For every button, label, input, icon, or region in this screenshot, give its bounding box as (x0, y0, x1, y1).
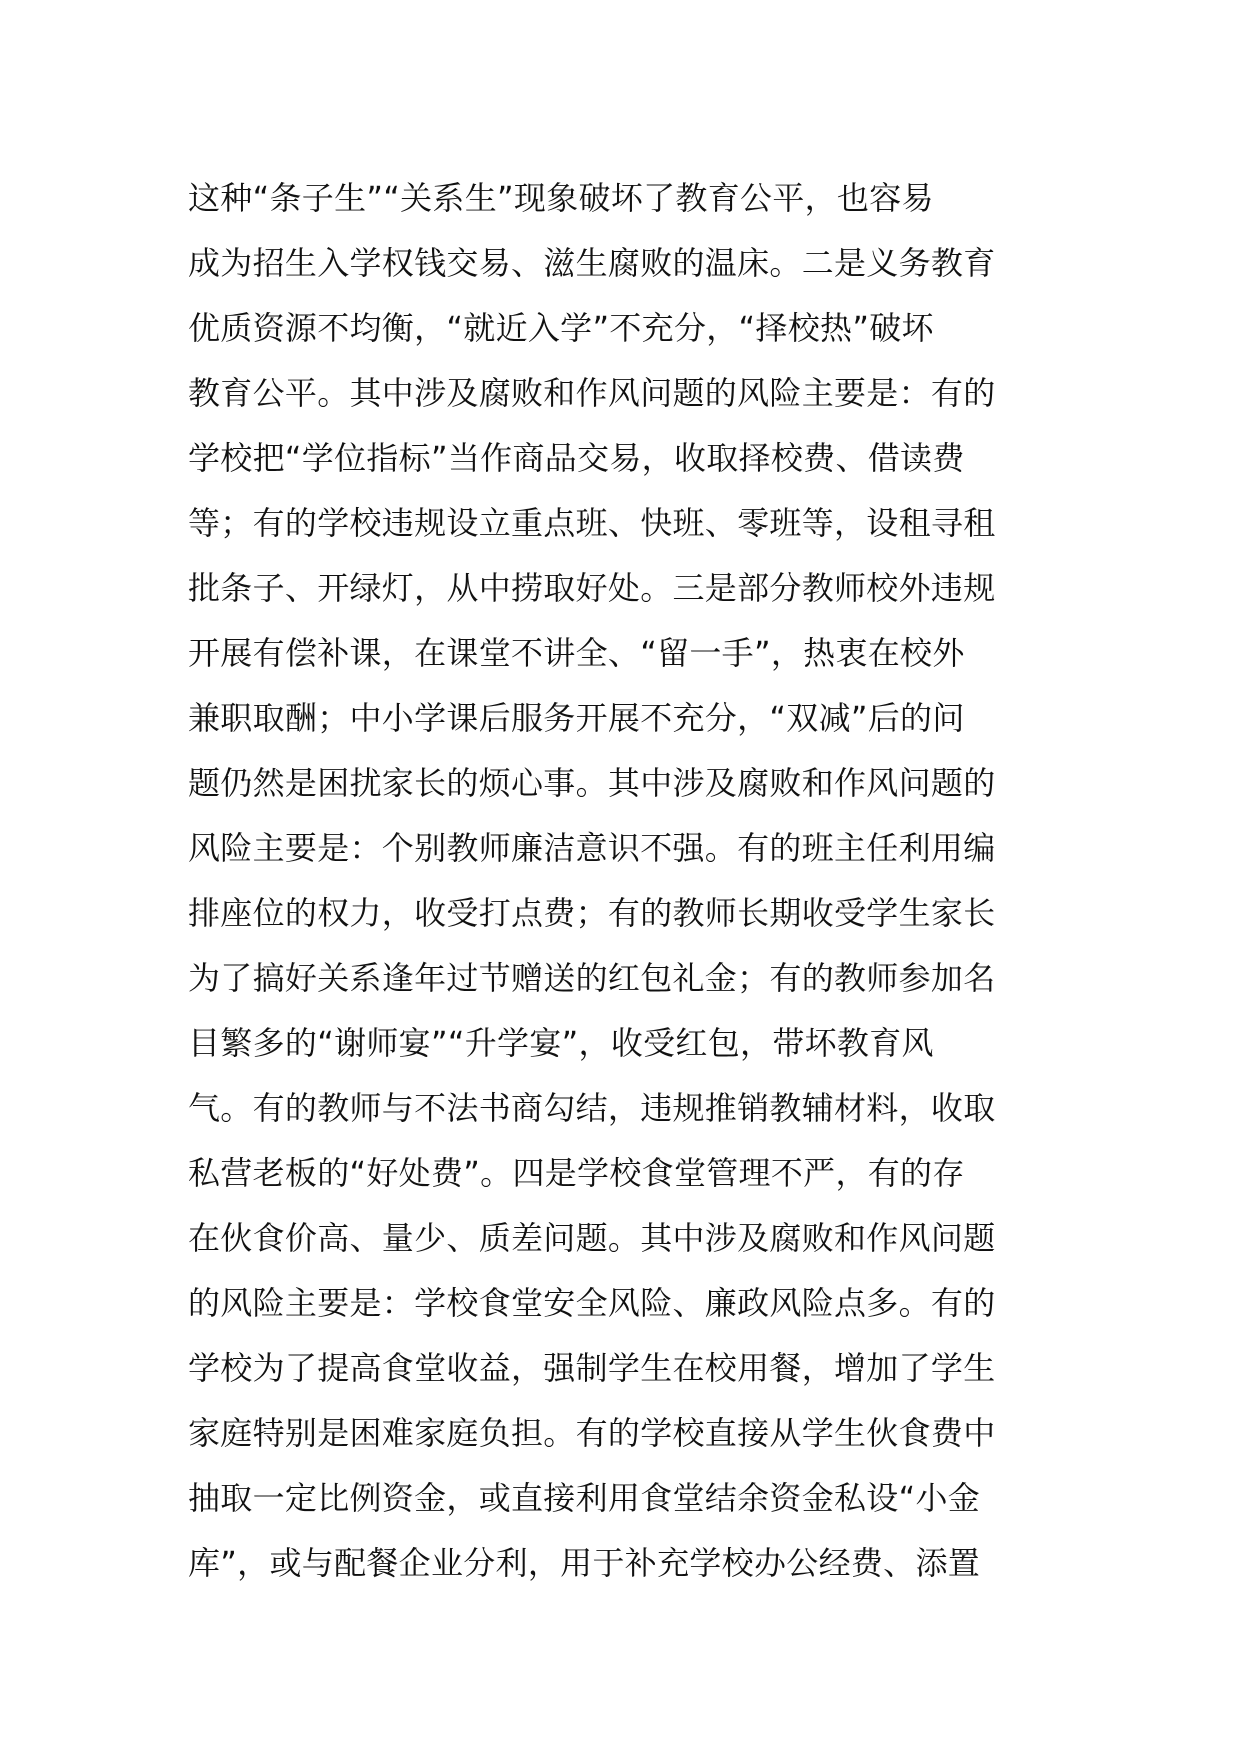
text-line: 学校为了提高食堂收益，强制学生在校用餐，增加了学生 (188, 1349, 996, 1387)
text-line: 在伙食价高、量少、质差问题。其中涉及腐败和作风问题 (188, 1219, 996, 1257)
text-line: 批条子、开绿灯，从中捞取好处。三是部分教师校外违规 (188, 569, 996, 607)
text-line: 库”，或与配餐企业分利，用于补充学校办公经费、添置 (188, 1544, 981, 1582)
text-line: 等；有的学校违规设立重点班、快班、零班等，设租寻租 (188, 504, 996, 542)
text-line: 私营老板的“好处费”。四是学校食堂管理不严，有的存 (188, 1154, 965, 1192)
text-line: 优质资源不均衡，“就近入学”不充分，“择校热”破坏 (188, 309, 934, 347)
text-line: 题仍然是困扰家长的烦心事。其中涉及腐败和作风问题的 (188, 764, 996, 802)
text-line: 排座位的权力，收受打点费；有的教师长期收受学生家长 (188, 894, 996, 932)
text-line: 的风险主要是：学校食堂安全风险、廉政风险点多。有的 (188, 1284, 996, 1322)
body-text (188, 166, 1068, 1596)
text-line: 目繁多的“谢师宴”“升学宴”，收受红包，带坏教育风 (188, 1024, 934, 1062)
text-line: 开展有偿补课，在课堂不讲全、“留一手”，热衷在校外 (188, 634, 965, 672)
text-line: 风险主要是：个别教师廉洁意识不强。有的班主任利用编 (188, 829, 996, 867)
text-line: 兼职取酬；中小学课后服务开展不充分，“双减”后的问 (188, 699, 965, 737)
text-line: 学校把“学位指标”当作商品交易，收取择校费、借读费 (188, 439, 965, 477)
text-line: 家庭特别是困难家庭负担。有的学校直接从学生伙食费中 (188, 1414, 996, 1452)
text-line: 教育公平。其中涉及腐败和作风问题的风险主要是：有的 (188, 374, 996, 412)
text-line: 为了搞好关系逢年过节赠送的红包礼金；有的教师参加名 (188, 959, 996, 997)
text-line: 这种“条子生”“关系生”现象破坏了教育公平，也容易 (188, 179, 934, 217)
text-line: 气。有的教师与不法书商勾结，违规推销教辅材料，收取 (188, 1089, 996, 1127)
text-line: 成为招生入学权钱交易、滋生腐败的温床。二是义务教育 (188, 244, 996, 282)
text-line: 抽取一定比例资金，或直接利用食堂结余资金私设“小金 (188, 1479, 981, 1517)
